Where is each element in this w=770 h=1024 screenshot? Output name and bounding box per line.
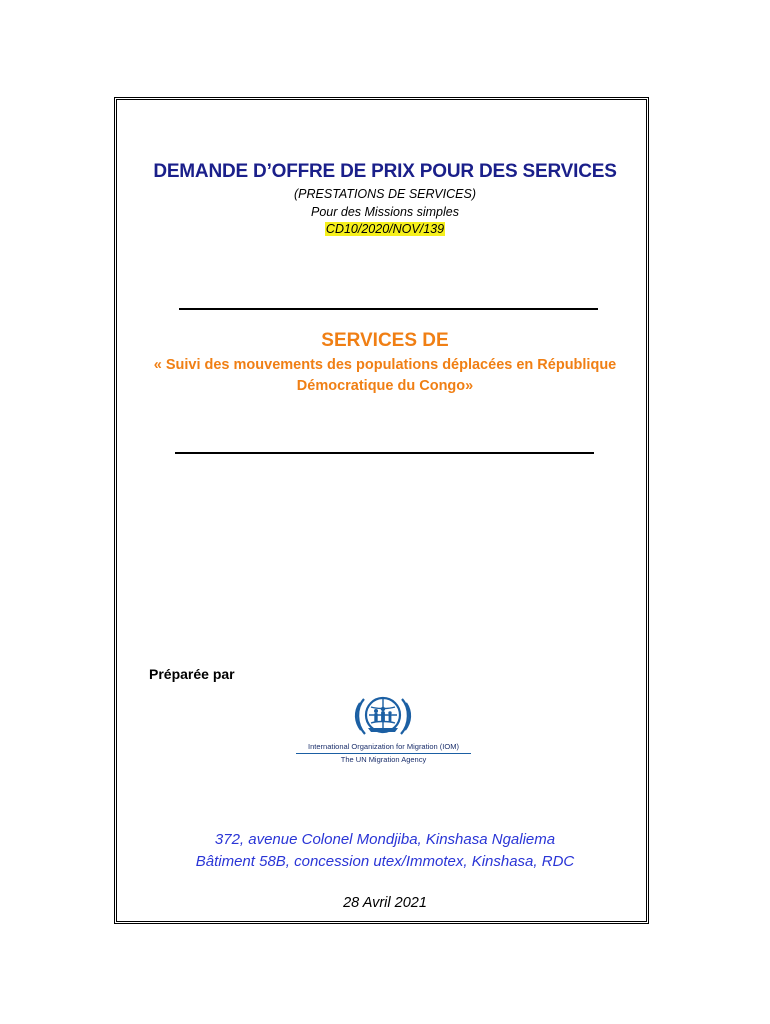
divider-bottom — [175, 452, 594, 454]
mission-type: Pour des Missions simples — [311, 205, 459, 219]
reference-line — [0, 222, 770, 236]
reference-number: CD10/2020/NOV/139 — [325, 222, 445, 236]
document-date: 28 Avril 2021 — [343, 895, 427, 911]
address-line-2: Bâtiment 58B, concession utex/Immotex, Kinshasa, RDC — [195, 853, 575, 870]
prepared-by-label: Préparée par — [149, 666, 235, 682]
services-heading: SERVICES DE — [321, 330, 449, 351]
iom-logo — [296, 690, 471, 770]
logo-divider — [296, 753, 471, 754]
iom-agency-name: The UN Migration Agency — [340, 755, 427, 764]
document-subtitle: (PRESTATIONS DE SERVICES) — [294, 187, 476, 201]
iom-emblem-icon — [354, 690, 412, 742]
divider-top — [179, 308, 598, 310]
services-description: « Suivi des mouvements des populations déplacées en République Démocratique du Congo» — [153, 357, 617, 394]
document-title: DEMANDE D’OFFRE DE PRIX POUR DES SERVICES — [153, 161, 617, 182]
address-line-1: 372, avenue Colonel Mondjiba, Kinshasa Ngaliema — [214, 831, 556, 848]
iom-organization-name: International Organization for Migration (IOM) — [308, 742, 459, 751]
